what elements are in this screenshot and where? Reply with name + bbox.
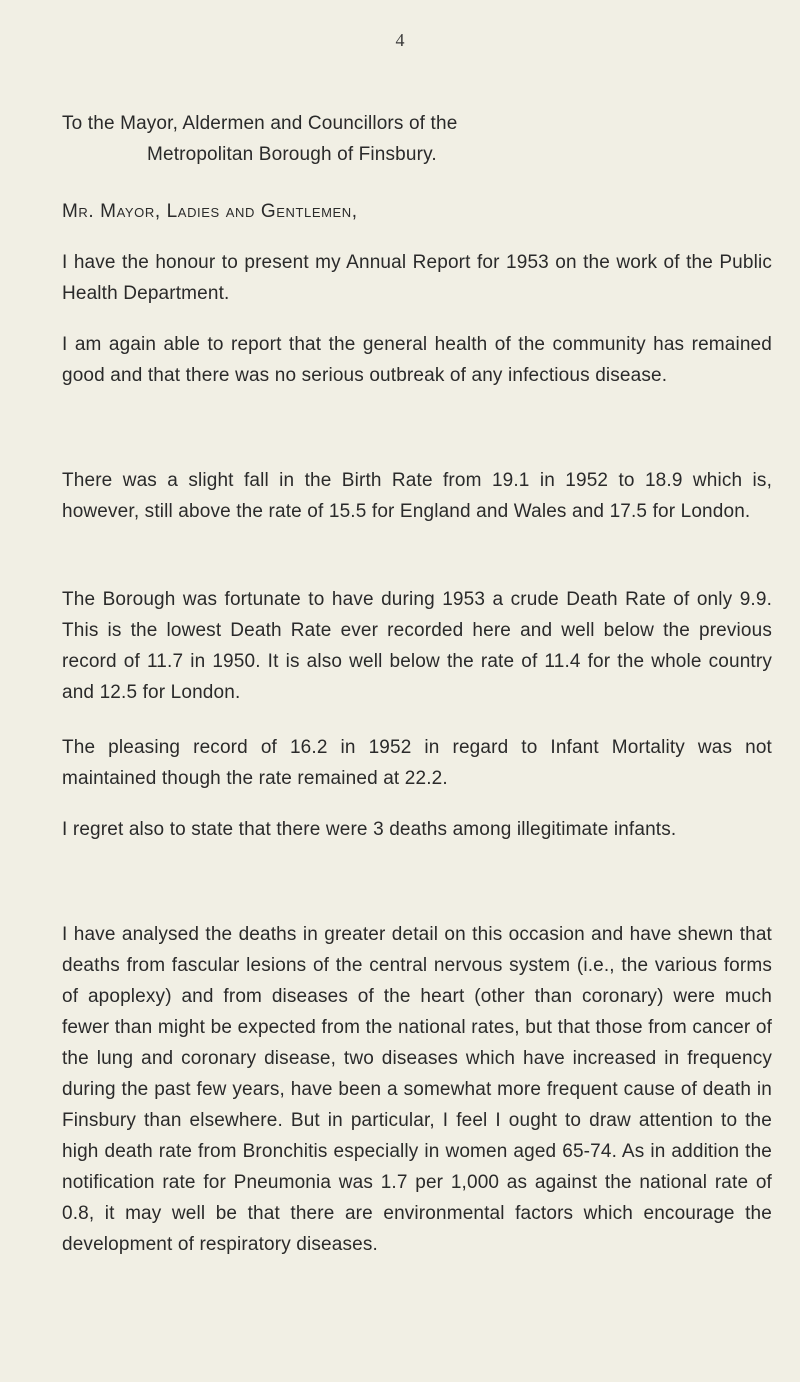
paragraph-illegitimate-deaths: I regret also to state that there were 3 deaths among illegitimate infants.	[62, 819, 677, 840]
paragraph-infant-mortality: The pleasing record of 16.2 in 1952 in regard to Infant Mortality was not maintained though the rate remained at 22.2.	[62, 737, 772, 789]
paragraph-annual-report: I have the honour to present my Annual Report for 1953 on the work of the Public Health Department.	[62, 252, 772, 304]
salutation: Mr. Mayor, Ladies and Gentlemen,	[62, 201, 358, 222]
paragraph-death-analysis: I have analysed the deaths in greater detail on this occasion and have shewn that deaths from fascular lesions of the central nervous system (i.e., the various forms of apoplexy) and from diseases of the heart (other than coronary) were much fewer than might be expected from the national rates, but that those from cancer of the lung and coronary disease, two diseases which have increased in frequency during the past few years, have been a somewhat more frequent cause of death in Finsbury than elsewhere. But in particular, I feel I ought to draw attention to the high death rate from Bronchitis especially in women aged 65-74. As in addition the notification rate for Pneumonia was 1.7 per 1,000 as against the national rate of 0.8, it may well be that there are environmental factors which encourage the development of respiratory diseases.	[62, 924, 772, 1255]
paragraph-birth-rate: There was a slight fall in the Birth Rate from 19.1 in 1952 to 18.9 which is, however, still above the rate of 15.5 for England and Wales and 17.5 for London.	[62, 470, 772, 522]
paragraph-general-health: I am again able to report that the general health of the community has remained good and that there was no serious outbreak of any infectious disease.	[62, 334, 772, 386]
page-number: 4	[395, 30, 405, 50]
addressee-line-2: Metropolitan Borough of Finsbury.	[147, 144, 437, 165]
paragraph-death-rate: The Borough was fortunate to have during 1953 a crude Death Rate of only 9.9. This is the lowest Death Rate ever recorded here and well below the previous record of 11.7 in 1950. It is also well below the rate of 11.4 for the whole country and 12.5 for London.	[62, 589, 772, 703]
addressee-line-1: To the Mayor, Aldermen and Councillors of the	[62, 113, 458, 134]
